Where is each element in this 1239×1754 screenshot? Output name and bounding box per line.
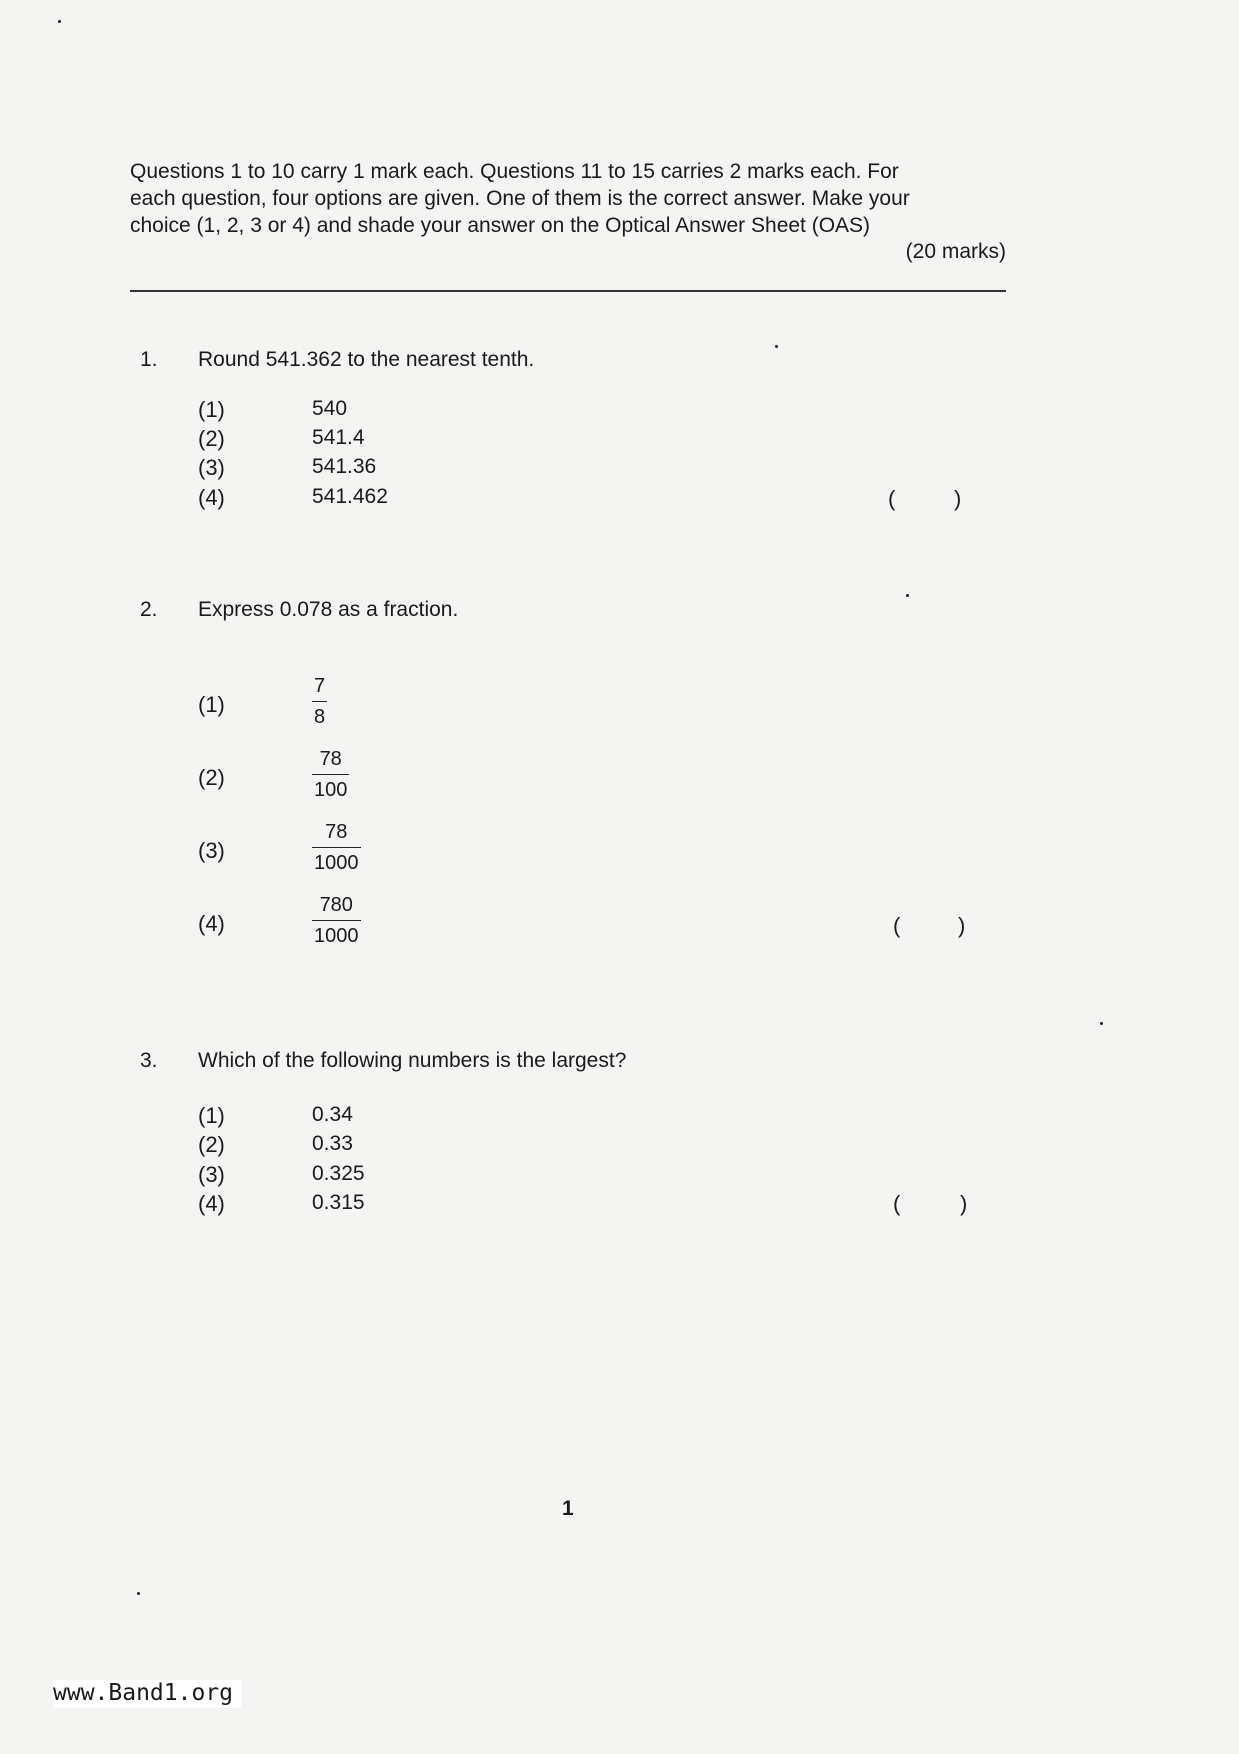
fraction-bar xyxy=(312,847,361,848)
q1-answer-close[interactable]: ) xyxy=(954,486,962,511)
question-3-number: 3. xyxy=(140,1049,158,1072)
q2-answer-close[interactable]: ) xyxy=(958,913,966,938)
scan-speck xyxy=(137,1592,140,1595)
q2-option-4-numerator: 780 xyxy=(319,894,353,916)
q1-option-3-label: (3) xyxy=(198,455,225,480)
q2-option-3-denominator: 1000 xyxy=(314,852,359,874)
scan-speck xyxy=(775,345,778,348)
scan-speck xyxy=(58,20,61,23)
q2-option-4-denominator: 1000 xyxy=(314,925,359,947)
instructions xyxy=(130,158,1006,239)
q3-option-4-label: (4) xyxy=(198,1191,225,1216)
footer-url: www.Band1.org xyxy=(53,1680,241,1708)
instructions-line-3: choice (1, 2, 3 or 4) and shade your answer on the Optical Answer Sheet (OAS) xyxy=(130,214,871,237)
q2-option-1-fraction xyxy=(312,674,327,729)
scan-speck xyxy=(1100,1022,1103,1025)
q1-option-2-value: 541.4 xyxy=(312,426,365,449)
q2-option-1-label: (1) xyxy=(198,692,225,717)
q3-option-1-value: 0.34 xyxy=(312,1103,353,1126)
q3-option-1-label: (1) xyxy=(198,1103,225,1128)
fraction-bar xyxy=(312,701,327,702)
q1-option-2-label: (2) xyxy=(198,426,225,451)
q1-option-3-value: 541.36 xyxy=(312,455,377,478)
q2-option-2-numerator: 78 xyxy=(319,748,342,770)
q2-option-4-label: (4) xyxy=(198,911,225,936)
q3-option-3-value: 0.325 xyxy=(312,1162,365,1185)
question-1-text: Round 541.362 to the nearest tenth. xyxy=(198,348,535,371)
q3-answer-open[interactable]: ( xyxy=(893,1191,901,1216)
q2-option-1-numerator: 7 xyxy=(314,675,326,697)
q2-option-4-fraction xyxy=(312,893,361,948)
q2-option-1-denominator: 8 xyxy=(314,706,326,728)
fraction-bar xyxy=(312,774,349,775)
question-2-number: 2. xyxy=(140,598,158,621)
q2-option-2-label: (2) xyxy=(198,765,225,790)
q1-option-1-label: (1) xyxy=(198,397,225,422)
q1-option-1-value: 540 xyxy=(312,397,348,420)
q2-answer-open[interactable]: ( xyxy=(893,913,901,938)
q1-option-4-label: (4) xyxy=(198,485,225,510)
q1-answer-open[interactable]: ( xyxy=(888,486,896,511)
scan-speck xyxy=(906,594,909,597)
q2-option-3-label: (3) xyxy=(198,838,225,863)
q3-option-2-value: 0.33 xyxy=(312,1132,353,1155)
page-number: 1 xyxy=(562,1497,574,1520)
q2-option-2-denominator: 100 xyxy=(314,779,348,801)
fraction-bar xyxy=(312,920,361,921)
question-1-number: 1. xyxy=(140,348,158,371)
q3-option-2-label: (2) xyxy=(198,1132,225,1157)
q2-option-2-fraction xyxy=(312,747,349,802)
question-2-text: Express 0.078 as a fraction. xyxy=(198,598,459,621)
q1-option-4-value: 541.462 xyxy=(312,485,388,508)
q3-option-4-value: 0.315 xyxy=(312,1191,365,1214)
q3-option-3-label: (3) xyxy=(198,1162,225,1187)
divider xyxy=(130,290,1006,292)
instructions-line-1: Questions 1 to 10 carry 1 mark each. Questions 11 to 15 carries 2 marks each. For xyxy=(130,160,899,183)
total-marks: (20 marks) xyxy=(905,240,1006,263)
q2-option-3-fraction xyxy=(312,820,361,875)
instructions-line-2: each question, four options are given. One of them is the correct answer. Make your xyxy=(130,187,910,210)
q3-answer-close[interactable]: ) xyxy=(960,1191,968,1216)
question-3-text: Which of the following numbers is the largest? xyxy=(198,1049,627,1072)
q2-option-3-numerator: 78 xyxy=(325,821,348,843)
